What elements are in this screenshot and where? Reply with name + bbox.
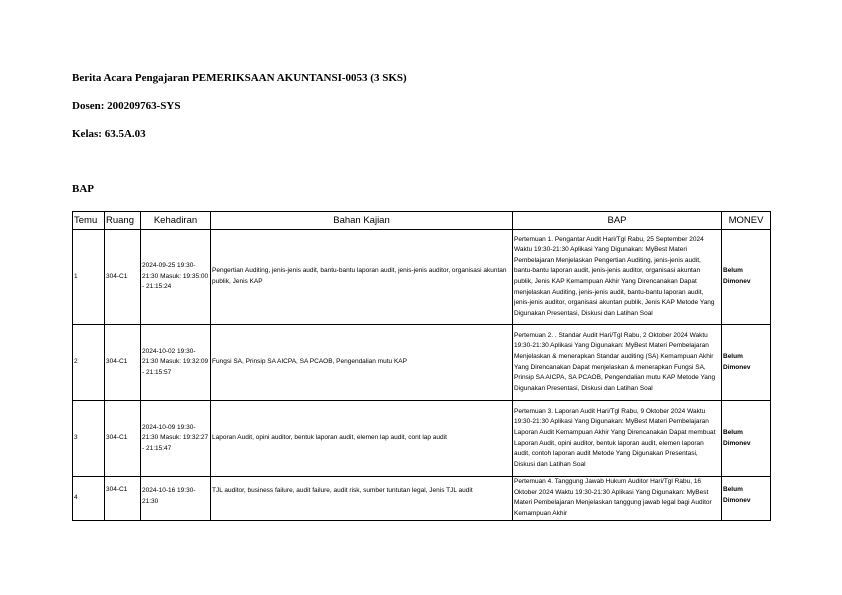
cell-bahan-kajian: Pengertian Auditing, jenis-jenis audit, bantu-bantu laporan audit, jenis-jenis auditor, organisasi akuntan publik, Jenis KAP — [211, 230, 513, 325]
cell-monev-status: Belum Dimonev — [722, 401, 771, 477]
document-title: Berita Acara Pengajaran PEMERIKSAAN AKUNTANSI-0053 (3 SKS) — [72, 72, 407, 84]
cell-ruang: 304-C1 — [105, 401, 141, 477]
cell-monev-status: Belum Dimonev — [722, 477, 771, 521]
cell-monev-status: Belum Dimonev — [722, 325, 771, 401]
cell-temu: 3 — [73, 401, 105, 477]
cell-bap: Pertemuan 2. . Standar Audit Hari/Tgl Rabu, 2 Oktober 2024 Waktu 19:30-21:30 Aplikasi Yang Digunakan: MyBest Materi Pembelajaran Menjelaskan & menerapkan Standar auditing (SA) Kemampuan Akhir Yang Direncanakan Dapat menjelaskan & menerapkan Fungsi SA, Prinsip SA AICPA, SA PCAOB, Pengendalian mutu KAP Metode Yang Digunakan Presentasi, Diskusi dan Latihan Soal — [513, 325, 722, 401]
cell-kehadiran: 2024-10-09 19:30-21:30 Masuk: 19:32:27 - 21:15:47 — [141, 401, 211, 477]
table-row — [73, 230, 771, 325]
col-header-kehadiran: Kehadiran — [141, 212, 211, 230]
cell-temu: 4 — [73, 477, 105, 521]
cell-ruang: 304-C1 — [105, 477, 141, 521]
section-heading-bap: BAP — [72, 183, 94, 195]
cell-ruang: 304-C1 — [105, 230, 141, 325]
bap-table — [72, 211, 771, 521]
cell-kehadiran: 2024-09-25 19:30-21:30 Masuk: 19:35:00 - 21:15:24 — [141, 230, 211, 325]
cell-kehadiran: 2024-10-02 19:30-21:30 Masuk: 19:32:09 - 21:15:57 — [141, 325, 211, 401]
table-row — [73, 325, 771, 401]
cell-bap: Pertemuan 1. Pengantar Audit Hari/Tgl Rabu, 25 September 2024 Waktu 19:30-21:30 Aplikasi Yang Digunakan: MyBest Materi Pembelajaran Menjelaskan Pengertian Auditing, jenis-jenis audit, bantu-bantu laporan audit, jenis-jenis auditor, organisasi akuntan publik, Jenis KAP Kemampuan Akhir Yang Direncanakan Dapat menjelaskan Auditing, jenis-jenis audit, bantu-bantu laporan audit, jenis-jenis auditor, organisasi akuntan publik, Jenis KAP Metode Yang Digunakan Presentasi, Diskusi dan Latihan Soal — [513, 230, 722, 325]
col-header-monev: MONEV — [722, 212, 771, 230]
table-row — [73, 477, 771, 521]
cell-bahan-kajian: Laporan Audit, opini auditor, bentuk laporan audit, elemen lap audit, cont lap audit — [211, 401, 513, 477]
cell-kehadiran: 2024-10-16 19:30-21:30 — [141, 477, 211, 521]
cell-ruang: 304-C1 — [105, 325, 141, 401]
dosen-label: Dosen: 200209763-SYS — [72, 100, 181, 112]
table-header-row — [73, 212, 771, 230]
table-row — [73, 401, 771, 477]
cell-temu: 2 — [73, 325, 105, 401]
col-header-bap: BAP — [513, 212, 722, 230]
cell-bap: Pertemuan 4. Tanggung Jawab Hukum Auditor Hari/Tgl Rabu, 16 Oktober 2024 Waktu 19:30-21:30 Aplikasi Yang Digunakan: MyBest Materi Pembelajaran Menjelaskan tanggung jawab legal bagi Auditor Kemampuan Akhir — [513, 477, 722, 521]
col-header-temu: Temu — [73, 212, 105, 230]
cell-bap: Pertemuan 3. Laporan Audit Hari/Tgl Rabu, 9 Oktober 2024 Waktu 19:30-21:30 Aplikasi Yang Digunakan: MyBest Materi Pembelajaran Laporan Audit Kemampuan Akhir Yang Direncanakan Dapat membuat Laporan Audit, opini auditor, bentuk laporan audit, elemen laporan audit, contoh laporan audit Metode Yang Digunakan Presentasi, Diskusi dan Latihan Soal — [513, 401, 722, 477]
cell-monev-status: Belum Dimonev — [722, 230, 771, 325]
col-header-bahan-kajian: Bahan Kajian — [211, 212, 513, 230]
kelas-label: Kelas: 63.5A.03 — [72, 128, 146, 140]
cell-bahan-kajian: TJL auditor, business failure, audit failure, audit risk, sumber tuntutan legal, Jenis TJL audit — [211, 477, 513, 521]
col-header-ruang: Ruang — [105, 212, 141, 230]
cell-temu: 1 — [73, 230, 105, 325]
cell-bahan-kajian: Fungsi SA, Prinsip SA AICPA, SA PCAOB, Pengendalian mutu KAP — [211, 325, 513, 401]
